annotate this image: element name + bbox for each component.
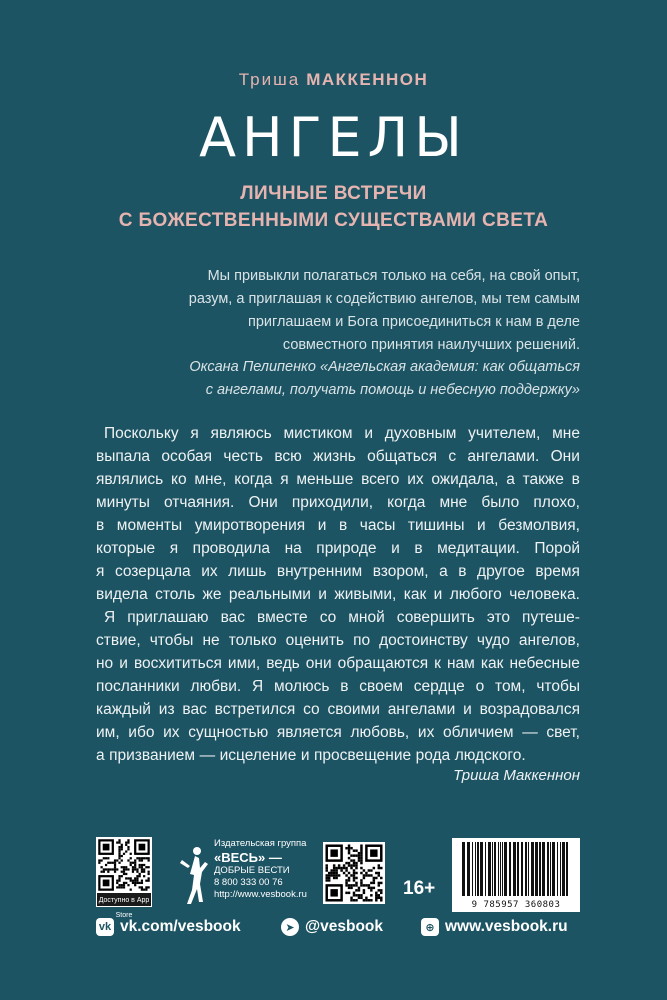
- word: природе: [316, 540, 377, 557]
- word: любого: [449, 586, 502, 603]
- publisher-logo-icon: [178, 844, 212, 906]
- word: молюсь: [274, 678, 330, 695]
- publisher-text: [214, 838, 314, 901]
- body-line: [96, 445, 580, 468]
- body-line: [96, 491, 580, 514]
- word: являюсь: [210, 425, 272, 442]
- word: небесные: [509, 655, 580, 672]
- vk-link[interactable]: [96, 918, 241, 936]
- word: честь: [223, 448, 264, 465]
- word: любви.: [190, 678, 242, 695]
- word: было: [481, 494, 520, 511]
- globe-icon: ⊕: [421, 918, 439, 936]
- word: а: [506, 471, 515, 488]
- word: как: [480, 655, 504, 672]
- word: учителем,: [468, 425, 541, 442]
- qr-code-graphic: [323, 842, 385, 904]
- body-line: [96, 698, 580, 721]
- word: посланники: [96, 678, 180, 695]
- word: минуты: [96, 494, 150, 511]
- word: возрадовался: [479, 701, 580, 718]
- word: это: [486, 609, 511, 626]
- body-line: [96, 537, 580, 560]
- quote-line: приглашаем и Бога присоединиться к нам в деле: [247, 314, 580, 330]
- word: и: [391, 540, 400, 557]
- telegram-icon: ➤: [281, 918, 299, 936]
- book-subtitle: [0, 180, 667, 234]
- word: мной: [348, 609, 385, 626]
- word: их: [163, 724, 180, 741]
- epigraph-source: [130, 356, 580, 402]
- word: и: [364, 425, 374, 442]
- word: совершить: [396, 609, 475, 626]
- body-line: [96, 468, 580, 491]
- word: я: [280, 471, 289, 488]
- word: встретился: [214, 701, 296, 718]
- word: медитации.: [437, 540, 520, 557]
- body-line: [96, 744, 580, 767]
- word: я: [169, 540, 179, 557]
- word: приходили,: [291, 494, 374, 511]
- word: не: [202, 632, 220, 649]
- word: являлись: [96, 471, 164, 488]
- body-line: [96, 721, 580, 744]
- word: чтобы: [536, 678, 580, 695]
- word: и: [317, 517, 327, 534]
- word: вас: [220, 609, 246, 626]
- isbn-digits: 9 785957 360803: [471, 900, 561, 910]
- word: —: [522, 724, 538, 741]
- subtitle-line: С БОЖЕСТВЕННЫМИ СУЩЕСТВАМИ СВЕТА: [118, 210, 549, 231]
- word: в: [571, 471, 580, 488]
- word: сущностью: [188, 724, 269, 741]
- word: в: [458, 563, 467, 580]
- word: меньше: [296, 471, 354, 488]
- word: вас: [182, 701, 207, 718]
- word: и: [119, 655, 128, 672]
- word: ко: [171, 471, 187, 488]
- word: мне: [439, 494, 468, 511]
- word: ангелов,: [518, 632, 580, 649]
- vk-icon: vk: [96, 918, 114, 936]
- appstore-badge[interactable]: Доступно в App Store: [96, 892, 152, 907]
- body-line: [96, 560, 580, 583]
- word: чудо: [476, 632, 510, 649]
- word: созерцала: [114, 563, 191, 580]
- word: время: [535, 563, 580, 580]
- publisher-url[interactable]: http://www.vesbook.ru: [214, 889, 307, 900]
- word: на: [284, 540, 302, 557]
- word: их: [407, 471, 424, 488]
- epigraph-quote: [130, 265, 580, 357]
- word: из: [158, 701, 175, 718]
- word: свет,: [546, 724, 580, 741]
- word: я: [190, 425, 199, 442]
- age-rating-badge: 16+: [403, 878, 436, 899]
- body-line: [96, 675, 580, 698]
- vk-link-label: vk.com/vesbook: [120, 918, 241, 935]
- word: мне,: [194, 471, 227, 488]
- telegram-link-label: @vesbook: [305, 918, 383, 935]
- word: достоинству: [379, 632, 468, 649]
- annotation-text: [96, 422, 580, 767]
- body-line: [96, 583, 580, 606]
- word: другое: [477, 563, 525, 580]
- word: а: [96, 747, 105, 764]
- word: в: [340, 678, 349, 695]
- word: в: [414, 540, 423, 557]
- word: Они: [550, 448, 580, 465]
- word: также: [522, 471, 564, 488]
- word: которые: [96, 540, 156, 557]
- publisher-phone: 8 800 333 00 76: [214, 877, 283, 888]
- word: они: [305, 655, 332, 672]
- word: ожидала,: [431, 471, 499, 488]
- word: духовным: [384, 425, 457, 442]
- qr-code-site[interactable]: [323, 842, 385, 904]
- word: столь: [155, 586, 196, 603]
- word: в: [96, 517, 105, 534]
- isbn-barcode: [452, 838, 580, 912]
- word: своими: [327, 701, 380, 718]
- word: Они: [248, 494, 278, 511]
- word: нам: [447, 655, 475, 672]
- quote-line: разум, а приглашая к содействию ангелов, мы тем самым: [188, 291, 580, 307]
- word: вместе: [257, 609, 308, 626]
- word: Порой: [534, 540, 580, 557]
- word: ствие,: [96, 632, 141, 649]
- word: является: [276, 724, 342, 741]
- word: оценить: [285, 632, 344, 649]
- quote-line: совместного принятия наилучших решений.: [282, 337, 580, 353]
- word: в: [338, 517, 348, 534]
- book-title: АНГЕЛЫ: [199, 106, 468, 169]
- word: рода: [415, 747, 451, 764]
- word: моменты: [116, 517, 183, 534]
- body-line: [96, 514, 580, 537]
- body-line: [96, 629, 580, 652]
- word: особая: [161, 448, 213, 465]
- word: и: [477, 517, 486, 534]
- word: по: [353, 632, 371, 649]
- word: плохо,: [533, 494, 580, 511]
- barcode-graphic: [452, 838, 580, 900]
- qr-code-appstore[interactable]: [96, 837, 152, 893]
- source-line: с ангелами, получать помощь и небесную поддержку»: [205, 382, 580, 398]
- word: выпала: [96, 448, 151, 465]
- subtitle-line: ЛИЧНЫЕ ВСТРЕЧИ: [240, 183, 427, 204]
- word: Поскольку: [104, 425, 179, 442]
- word: живыми,: [334, 586, 397, 603]
- word: каждый: [96, 701, 151, 718]
- word: как: [403, 586, 427, 603]
- word: мне: [552, 425, 580, 442]
- word: я: [96, 563, 105, 580]
- word: ими,: [227, 655, 261, 672]
- word: и: [433, 586, 443, 603]
- word: когда: [387, 494, 426, 511]
- word: обличием: [443, 724, 514, 741]
- word: ангелами.: [467, 448, 540, 465]
- word: сердце: [413, 678, 465, 695]
- word: восхититься: [133, 655, 222, 672]
- word: проводила: [192, 540, 271, 557]
- word: том,: [495, 678, 526, 695]
- word: видела: [96, 586, 148, 603]
- word: всего: [361, 471, 400, 488]
- author-first-name: Триша: [238, 70, 301, 89]
- body-line: [96, 606, 580, 629]
- publisher-name: «ВЕСЬ» —: [214, 850, 282, 865]
- word: ведь: [266, 655, 300, 672]
- signature: Триша Маккеннон: [453, 767, 580, 784]
- word: умиротворения: [194, 517, 306, 534]
- word: человека.: [509, 586, 580, 603]
- word: лишь: [228, 563, 267, 580]
- word: путеше-: [522, 609, 580, 626]
- word: с: [448, 448, 457, 465]
- word: реальными: [228, 586, 311, 603]
- word: мистиком: [283, 425, 353, 442]
- word: отчаяния.: [163, 494, 235, 511]
- word: часы: [359, 517, 396, 534]
- body-line: [96, 422, 580, 445]
- word: со: [319, 609, 337, 626]
- body-line: [96, 652, 580, 675]
- telegram-link[interactable]: [281, 918, 383, 936]
- word: общаться: [367, 448, 438, 465]
- word: Я: [104, 609, 116, 626]
- word: Я: [252, 678, 264, 695]
- publisher-slogan: ДОБРЫЕ ВЕСТИ: [214, 865, 290, 876]
- word: обращаются: [337, 655, 429, 672]
- word: но: [96, 655, 114, 672]
- word: —: [199, 747, 216, 764]
- word: просвещение: [314, 747, 412, 764]
- qr-code-graphic: [96, 837, 152, 893]
- social-links: [96, 918, 580, 942]
- word: внутренним: [276, 563, 363, 580]
- source-line: Оксана Пелипенко «Ангельская академия: как общаться: [189, 359, 580, 375]
- word: им,: [96, 724, 120, 741]
- site-link-label: www.vesbook.ru: [445, 918, 568, 935]
- word: о: [475, 678, 485, 695]
- word: чтобы: [149, 632, 194, 649]
- word: жизнь: [313, 448, 356, 465]
- word: и: [318, 586, 327, 603]
- word: со: [303, 701, 320, 718]
- author-last-name: МАККЕННОН: [306, 70, 429, 89]
- word: а: [439, 563, 448, 580]
- word: же: [202, 586, 222, 603]
- word: и: [463, 701, 472, 718]
- word: любовь,: [350, 724, 410, 741]
- word: людского.: [454, 747, 526, 764]
- word: своем: [359, 678, 403, 695]
- word: и: [300, 747, 310, 764]
- publisher-block: [178, 834, 308, 910]
- word: призванием: [109, 747, 196, 764]
- site-link[interactable]: [421, 918, 568, 936]
- word: тишины: [407, 517, 465, 534]
- word: всю: [274, 448, 302, 465]
- word: их: [201, 563, 218, 580]
- word: их: [417, 724, 435, 741]
- word: ибо: [128, 724, 155, 741]
- author-name: [0, 70, 667, 90]
- quote-line: Мы привыкли полагаться только на себя, на свой опыт,: [207, 268, 580, 284]
- word: взором,: [372, 563, 429, 580]
- word: приглашаю: [127, 609, 209, 626]
- word: исцеление: [219, 747, 297, 764]
- word: к: [434, 655, 441, 672]
- word: только: [228, 632, 277, 649]
- word: когда: [234, 471, 273, 488]
- word: ангелами: [387, 701, 456, 718]
- word: безмолвия,: [498, 517, 580, 534]
- publisher-line: Издательская группа: [214, 838, 307, 849]
